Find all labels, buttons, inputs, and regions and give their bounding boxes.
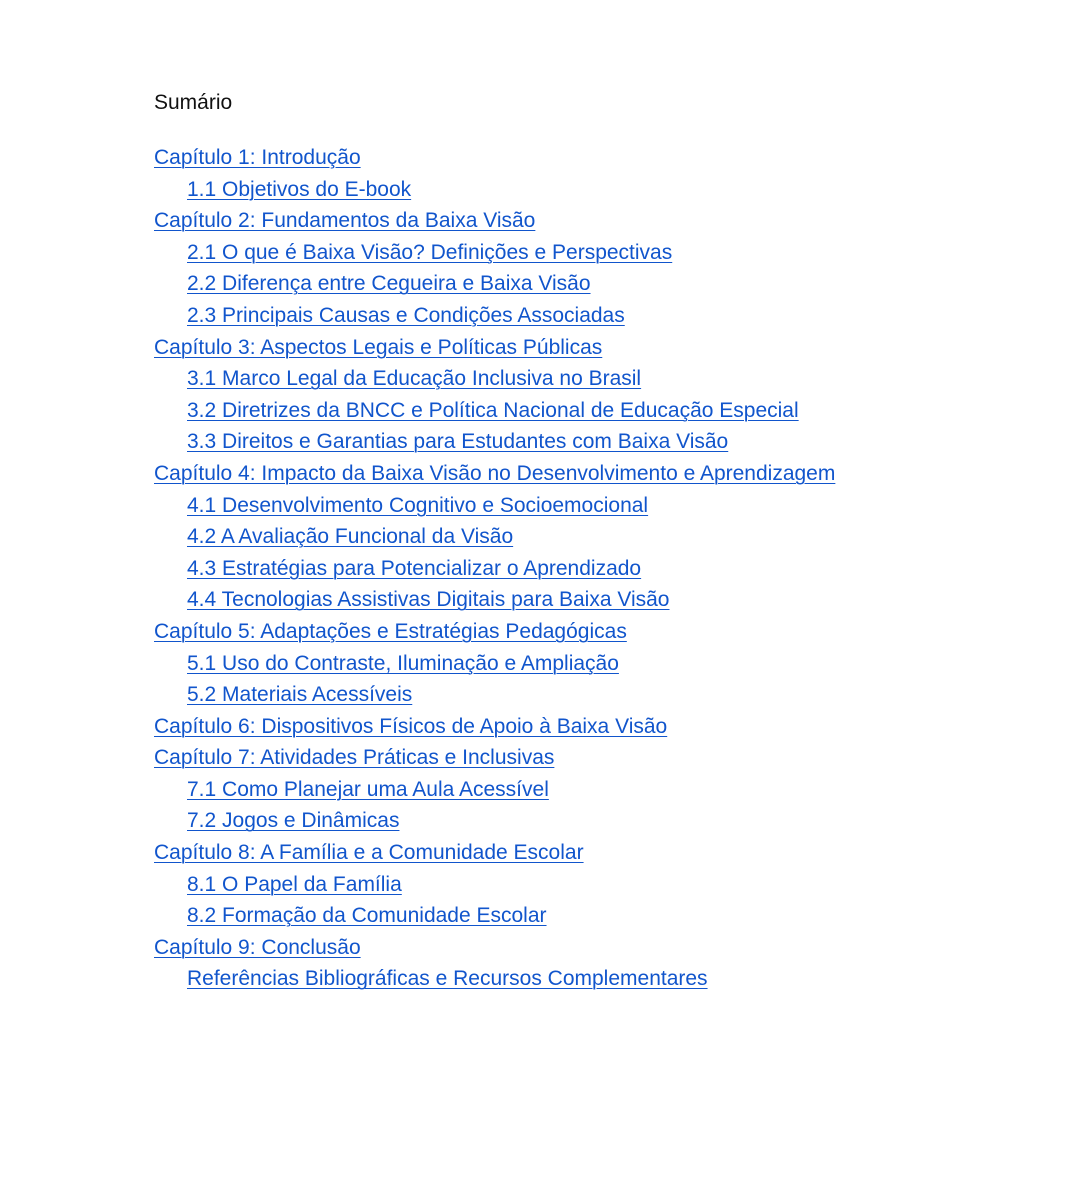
toc-chapter-entry [154,332,835,364]
toc-section-entry [154,679,835,711]
toc-section-entry [154,237,835,269]
toc-section-link[interactable]: 3.1 Marco Legal da Educação Inclusiva no Brasil [187,367,642,391]
toc-section-entry [154,869,835,901]
toc-chapter-link[interactable]: Capítulo 1: Introdução [154,146,361,169]
toc-section-link[interactable]: 4.3 Estratégias para Potencializar o Aprendizado [187,556,642,580]
toc-section-entry [154,584,835,616]
toc-chapter-link[interactable]: Capítulo 6: Dispositivos Físicos de Apoio à Baixa Visão [154,714,668,738]
toc-section-entry [154,805,835,837]
toc-chapter-entry [154,932,835,964]
toc-chapter-entry [154,142,835,174]
toc-chapter-link[interactable]: Capítulo 9: Conclusão [154,935,361,959]
toc-title: Sumário [154,91,233,114]
toc-section-entry [154,426,835,458]
toc-section-link[interactable]: 8.2 Formação da Comunidade Escolar [187,904,547,928]
toc-section-entry [154,268,835,300]
toc-section-link[interactable]: 8.1 O Papel da Família [187,872,402,896]
toc-chapter-entry [154,711,835,743]
toc-chapter-entry [154,742,835,774]
toc-chapter-entry [154,616,835,648]
toc-section-entry [154,363,835,395]
toc-section-link[interactable]: 3.3 Direitos e Garantias para Estudantes com Baixa Visão [187,430,729,454]
toc-section-entry [154,900,835,932]
toc-section-entry [154,490,835,522]
toc-section-entry [154,648,835,680]
toc-section-link[interactable]: 7.2 Jogos e Dinâmicas [187,809,400,833]
toc-section-link[interactable]: 5.2 Materiais Acessíveis [187,683,413,707]
toc-section-link[interactable]: Referências Bibliográficas e Recursos Complementares [187,967,708,991]
toc-section-link[interactable]: 2.3 Principais Causas e Condições Associadas [187,303,625,327]
toc-section-link[interactable]: 4.2 A Avaliação Funcional da Visão [187,525,514,549]
toc-chapter-link[interactable]: Capítulo 7: Atividades Práticas e Inclusivas [154,746,555,770]
table-of-contents [154,142,835,995]
toc-section-link[interactable]: 4.4 Tecnologias Assistivas Digitais para Baixa Visão [187,588,670,612]
toc-section-entry [154,521,835,553]
toc-section-link[interactable]: 4.1 Desenvolvimento Cognitivo e Socioemocional [187,493,649,517]
toc-section-link[interactable]: 5.1 Uso do Contraste, Iluminação e Ampliação [187,651,619,675]
toc-chapter-link[interactable]: Capítulo 5: Adaptações e Estratégias Pedagógicas [154,619,627,643]
toc-section-link[interactable]: 2.2 Diferença entre Cegueira e Baixa Visão [187,272,591,296]
toc-section-entry [154,174,835,206]
toc-section-link[interactable]: 2.1 O que é Baixa Visão? Definições e Perspectivas [187,240,673,264]
toc-section-link[interactable]: 3.2 Diretrizes da BNCC e Política Nacional de Educação Especial [187,398,799,422]
toc-chapter-link[interactable]: Capítulo 2: Fundamentos da Baixa Visão [154,209,536,233]
toc-section-entry [154,963,835,995]
toc-section-link[interactable]: 1.1 Objetivos do E-book [187,177,412,201]
toc-section-link[interactable]: 7.1 Como Planejar uma Aula Acessível [187,777,549,801]
toc-chapter-entry [154,458,835,490]
toc-chapter-link[interactable]: Capítulo 4: Impacto da Baixa Visão no Desenvolvimento e Aprendizagem [154,461,836,485]
toc-chapter-entry [154,837,835,869]
toc-section-entry [154,300,835,332]
toc-chapter-link[interactable]: Capítulo 3: Aspectos Legais e Políticas Públicas [154,335,603,359]
toc-chapter-entry [154,205,835,237]
toc-section-entry [154,395,835,427]
toc-section-entry [154,553,835,585]
toc-section-entry [154,774,835,806]
toc-chapter-link[interactable]: Capítulo 8: A Família e a Comunidade Escolar [154,841,584,865]
